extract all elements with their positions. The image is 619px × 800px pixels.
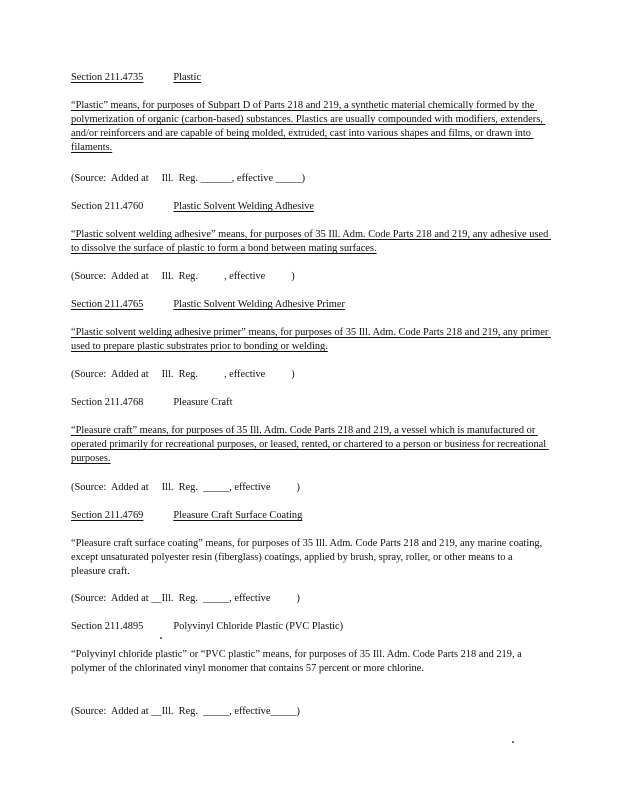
section-title: Plastic Solvent Welding Adhesive Primer bbox=[173, 299, 345, 310]
section-title: Plastic bbox=[173, 72, 202, 83]
source-note: (Source: Added at Ill. Reg. _____, effective ) bbox=[71, 482, 300, 493]
section-number: Section 211.4895 bbox=[71, 621, 144, 632]
definition-paragraph: “Pleasure craft surface coating” means, for purposes of 35 Ill. Adm. Code Parts 218 and 219, any marine coating, except unsaturated polyester resin (fiberglass) coatings, applied by brush, spray, roller, or other means to a pleasure craft. bbox=[71, 538, 545, 577]
section-heading bbox=[71, 509, 549, 523]
section-heading bbox=[71, 396, 549, 410]
source-note: (Source: Added at __Ill. Reg. _____, effective_____) bbox=[71, 706, 300, 717]
section-title: Pleasure Craft Surface Coating bbox=[173, 510, 303, 521]
section-heading bbox=[71, 71, 549, 85]
section-number: Section 211.4768 bbox=[71, 397, 144, 408]
section-heading bbox=[71, 620, 549, 634]
scan-speck bbox=[160, 637, 162, 639]
section-number: Section 211.4765 bbox=[71, 299, 144, 310]
section-title: Polyvinyl Chloride Plastic (PVC Plastic) bbox=[173, 621, 344, 632]
section-title: Pleasure Craft bbox=[173, 397, 233, 408]
definition-paragraph: “Pleasure craft” means, for purposes of 35 Ill. Adm. Code Parts 218 and 219, a vessel which is manufactured or operated primarily for recreational purposes, or leased, rented, or chartered to a person or business for recreational purposes. bbox=[71, 425, 549, 464]
section-number: Section 211.4760 bbox=[71, 201, 144, 212]
section-number: Section 211.4735 bbox=[71, 72, 144, 83]
definition-paragraph: “Polyvinyl chloride plastic” or “PVC plastic” means, for purposes of 35 Ill. Adm. Code Parts 218 and 219, a polymer of the chlorinated vinyl monomer that contains 57 percent or more chlorine. bbox=[71, 649, 525, 674]
source-note: (Source: Added at Ill. Reg. , effective ) bbox=[71, 271, 295, 282]
section-title: Plastic Solvent Welding Adhesive bbox=[173, 201, 315, 212]
definition-paragraph: “Plastic solvent welding adhesive” means, for purposes of 35 Ill. Adm. Code Parts 218 and 219, any adhesive used to dissolve the surface of plastic to form a bond between mating surfaces. bbox=[71, 229, 551, 254]
source-note: (Source: Added at Ill. Reg. , effective ) bbox=[71, 369, 295, 380]
source-note: (Source: Added at Ill. Reg. ______, effective _____) bbox=[71, 173, 306, 184]
definition-paragraph: “Plastic solvent welding adhesive primer” means, for purposes of 35 Ill. Adm. Code Parts 218 and 219, any primer used to prepare plastic substrates prior to bonding or welding. bbox=[71, 327, 551, 352]
section-number: Section 211.4769 bbox=[71, 510, 144, 521]
scan-speck bbox=[512, 741, 514, 743]
source-note: (Source: Added at __Ill. Reg. _____, effective ) bbox=[71, 593, 300, 604]
section-heading bbox=[71, 200, 549, 214]
definition-paragraph: “Plastic” means, for purposes of Subpart D of Parts 218 and 219, a synthetic material chemically formed by the polymerization of organic (carbon-based) substances. Plastics are usually compounded with modifiers, extenders, and/or reinforcers and are capable of being molded, extruded, cast into various shapes and films, or drawn into filaments. bbox=[71, 100, 546, 153]
section-heading bbox=[71, 298, 549, 312]
